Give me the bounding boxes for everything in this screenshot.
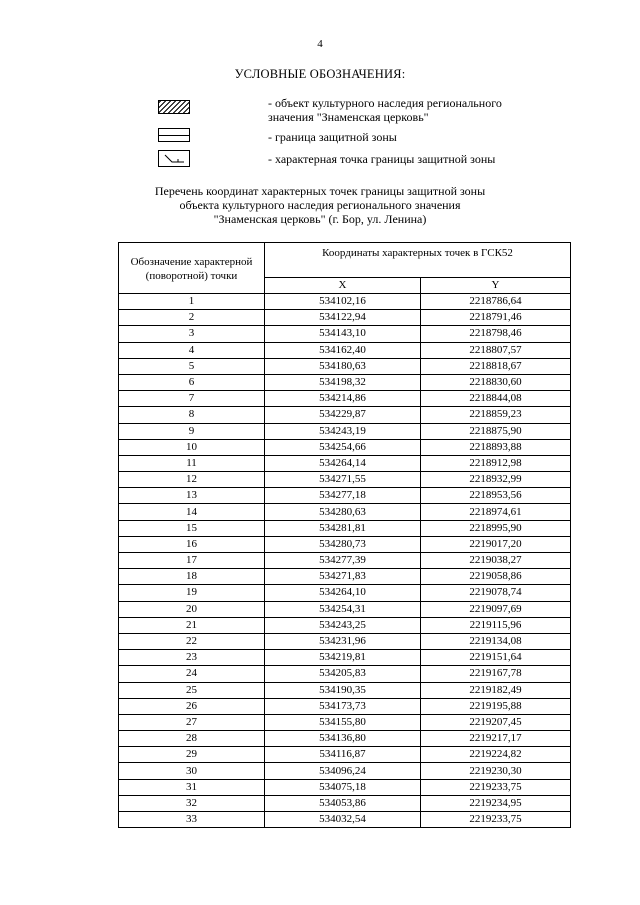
y-coordinate-cell: 2218974,61 bbox=[421, 504, 571, 520]
characteristic-point-icon bbox=[158, 150, 190, 167]
x-coordinate-cell: 534254,31 bbox=[265, 601, 421, 617]
table-row bbox=[119, 520, 571, 536]
point-number-cell: 18 bbox=[119, 569, 265, 585]
point-number-cell: 8 bbox=[119, 407, 265, 423]
x-coordinate-cell: 534162,40 bbox=[265, 342, 421, 358]
header-x: X bbox=[265, 278, 421, 294]
point-number-cell: 13 bbox=[119, 488, 265, 504]
y-coordinate-cell: 2218859,23 bbox=[421, 407, 571, 423]
boundary-line-icon bbox=[158, 128, 190, 142]
table-row bbox=[119, 650, 571, 666]
table-row bbox=[119, 812, 571, 828]
x-coordinate-cell: 534096,24 bbox=[265, 763, 421, 779]
table-row bbox=[119, 358, 571, 374]
y-coordinate-cell: 2219217,17 bbox=[421, 731, 571, 747]
y-coordinate-cell: 2218807,57 bbox=[421, 342, 571, 358]
table-row bbox=[119, 682, 571, 698]
table-row bbox=[119, 472, 571, 488]
x-coordinate-cell: 534143,10 bbox=[265, 326, 421, 342]
table-row bbox=[119, 504, 571, 520]
point-number-cell: 2 bbox=[119, 310, 265, 326]
x-coordinate-cell: 534231,96 bbox=[265, 633, 421, 649]
legend-item-boundary: - граница защитной зоны bbox=[268, 130, 397, 144]
x-coordinate-cell: 534032,54 bbox=[265, 812, 421, 828]
point-number-cell: 16 bbox=[119, 536, 265, 552]
point-number-cell: 24 bbox=[119, 666, 265, 682]
point-number-cell: 4 bbox=[119, 342, 265, 358]
y-coordinate-cell: 2219224,82 bbox=[421, 747, 571, 763]
point-number-cell: 1 bbox=[119, 294, 265, 310]
y-coordinate-cell: 2219097,69 bbox=[421, 601, 571, 617]
point-number-cell: 19 bbox=[119, 585, 265, 601]
x-coordinate-cell: 534264,10 bbox=[265, 585, 421, 601]
table-row bbox=[119, 391, 571, 407]
x-coordinate-cell: 534205,83 bbox=[265, 666, 421, 682]
header-point-designation: Обозначение характерной (поворотной) точки bbox=[119, 243, 265, 294]
table-row bbox=[119, 795, 571, 811]
x-coordinate-cell: 534280,63 bbox=[265, 504, 421, 520]
table-row bbox=[119, 714, 571, 730]
x-coordinate-cell: 534243,25 bbox=[265, 617, 421, 633]
table-row bbox=[119, 553, 571, 569]
table-row bbox=[119, 617, 571, 633]
x-coordinate-cell: 534271,83 bbox=[265, 569, 421, 585]
x-coordinate-cell: 534122,94 bbox=[265, 310, 421, 326]
point-number-cell: 17 bbox=[119, 553, 265, 569]
x-coordinate-cell: 534243,19 bbox=[265, 423, 421, 439]
point-number-cell: 31 bbox=[119, 779, 265, 795]
y-coordinate-cell: 2219017,20 bbox=[421, 536, 571, 552]
y-coordinate-cell: 2219233,75 bbox=[421, 812, 571, 828]
point-number-cell: 32 bbox=[119, 795, 265, 811]
y-coordinate-cell: 2219182,49 bbox=[421, 682, 571, 698]
y-coordinate-cell: 2219233,75 bbox=[421, 779, 571, 795]
legend-item-point: - характерная точка границы защитной зоны bbox=[268, 152, 496, 166]
y-coordinate-cell: 2219115,96 bbox=[421, 617, 571, 633]
y-coordinate-cell: 2219058,86 bbox=[421, 569, 571, 585]
x-coordinate-cell: 534053,86 bbox=[265, 795, 421, 811]
x-coordinate-cell: 534075,18 bbox=[265, 779, 421, 795]
caption-line1: Перечень координат характерных точек границы защитной зоны bbox=[154, 184, 486, 198]
y-coordinate-cell: 2218844,08 bbox=[421, 391, 571, 407]
y-coordinate-cell: 2219134,08 bbox=[421, 633, 571, 649]
y-coordinate-cell: 2219078,74 bbox=[421, 585, 571, 601]
y-coordinate-cell: 2218830,60 bbox=[421, 374, 571, 390]
point-number-cell: 9 bbox=[119, 423, 265, 439]
point-number-cell: 23 bbox=[119, 650, 265, 666]
point-number-cell: 3 bbox=[119, 326, 265, 342]
table-row bbox=[119, 763, 571, 779]
table-row bbox=[119, 326, 571, 342]
legend-item-text-line2: значения "Знаменская церковь" bbox=[268, 110, 429, 124]
x-coordinate-cell: 534190,35 bbox=[265, 682, 421, 698]
point-number-cell: 25 bbox=[119, 682, 265, 698]
x-coordinate-cell: 534102,16 bbox=[265, 294, 421, 310]
x-coordinate-cell: 534219,81 bbox=[265, 650, 421, 666]
point-number-cell: 22 bbox=[119, 633, 265, 649]
caption-line3: "Знаменская церковь" (г. Бор, ул. Ленина) bbox=[213, 212, 427, 226]
table-row bbox=[119, 731, 571, 747]
table-row bbox=[119, 747, 571, 763]
coordinates-table bbox=[118, 242, 571, 828]
table-row bbox=[119, 294, 571, 310]
x-coordinate-cell: 534264,14 bbox=[265, 455, 421, 471]
y-coordinate-cell: 2218786,64 bbox=[421, 294, 571, 310]
y-coordinate-cell: 2218932,99 bbox=[421, 472, 571, 488]
point-number-cell: 26 bbox=[119, 698, 265, 714]
y-coordinate-cell: 2218875,90 bbox=[421, 423, 571, 439]
x-coordinate-cell: 534214,86 bbox=[265, 391, 421, 407]
point-number-cell: 20 bbox=[119, 601, 265, 617]
point-number-cell: 27 bbox=[119, 714, 265, 730]
table-row bbox=[119, 601, 571, 617]
point-number-cell: 30 bbox=[119, 763, 265, 779]
x-coordinate-cell: 534155,80 bbox=[265, 714, 421, 730]
y-coordinate-cell: 2218912,98 bbox=[421, 455, 571, 471]
point-number-cell: 6 bbox=[119, 374, 265, 390]
x-coordinate-cell: 534180,63 bbox=[265, 358, 421, 374]
y-coordinate-cell: 2218798,46 bbox=[421, 326, 571, 342]
legend-title: УСЛОВНЫЕ ОБОЗНАЧЕНИЯ: bbox=[234, 67, 406, 81]
table-row bbox=[119, 374, 571, 390]
point-number-cell: 10 bbox=[119, 439, 265, 455]
point-number-cell: 7 bbox=[119, 391, 265, 407]
x-coordinate-cell: 534173,73 bbox=[265, 698, 421, 714]
point-number-cell: 29 bbox=[119, 747, 265, 763]
x-coordinate-cell: 534198,32 bbox=[265, 374, 421, 390]
y-coordinate-cell: 2218953,56 bbox=[421, 488, 571, 504]
point-number-cell: 15 bbox=[119, 520, 265, 536]
hatched-rectangle-icon bbox=[158, 100, 190, 114]
header-y: Y bbox=[421, 278, 571, 294]
x-coordinate-cell: 534229,87 bbox=[265, 407, 421, 423]
x-coordinate-cell: 534116,87 bbox=[265, 747, 421, 763]
y-coordinate-cell: 2219230,30 bbox=[421, 763, 571, 779]
y-coordinate-cell: 2218818,67 bbox=[421, 358, 571, 374]
table-caption bbox=[0, 184, 640, 226]
x-coordinate-cell: 534280,73 bbox=[265, 536, 421, 552]
x-coordinate-cell: 534136,80 bbox=[265, 731, 421, 747]
y-coordinate-cell: 2218893,88 bbox=[421, 439, 571, 455]
table-row bbox=[119, 488, 571, 504]
table-row bbox=[119, 633, 571, 649]
table-row bbox=[119, 569, 571, 585]
table-row bbox=[119, 407, 571, 423]
y-coordinate-cell: 2218995,90 bbox=[421, 520, 571, 536]
point-number-cell: 5 bbox=[119, 358, 265, 374]
caption-line2: объекта культурного наследия регионального значения bbox=[179, 198, 461, 212]
point-number-cell: 12 bbox=[119, 472, 265, 488]
table-row bbox=[119, 585, 571, 601]
legend-item-heritage-object bbox=[268, 96, 548, 124]
table-row bbox=[119, 779, 571, 795]
y-coordinate-cell: 2219234,95 bbox=[421, 795, 571, 811]
y-coordinate-cell: 2218791,46 bbox=[421, 310, 571, 326]
y-coordinate-cell: 2219151,64 bbox=[421, 650, 571, 666]
point-number-cell: 14 bbox=[119, 504, 265, 520]
page-number: 4 bbox=[317, 38, 323, 50]
header-coordinates: Координаты характерных точек в ГСК52 bbox=[265, 243, 571, 278]
x-coordinate-cell: 534254,66 bbox=[265, 439, 421, 455]
table-row bbox=[119, 666, 571, 682]
y-coordinate-cell: 2219167,78 bbox=[421, 666, 571, 682]
y-coordinate-cell: 2219207,45 bbox=[421, 714, 571, 730]
y-coordinate-cell: 2219038,27 bbox=[421, 553, 571, 569]
table-row bbox=[119, 342, 571, 358]
point-number-cell: 21 bbox=[119, 617, 265, 633]
x-coordinate-cell: 534271,55 bbox=[265, 472, 421, 488]
point-number-cell: 11 bbox=[119, 455, 265, 471]
point-number-cell: 33 bbox=[119, 812, 265, 828]
table-row bbox=[119, 423, 571, 439]
y-coordinate-cell: 2219195,88 bbox=[421, 698, 571, 714]
x-coordinate-cell: 534281,81 bbox=[265, 520, 421, 536]
table-row bbox=[119, 698, 571, 714]
table-row bbox=[119, 310, 571, 326]
x-coordinate-cell: 534277,18 bbox=[265, 488, 421, 504]
table-row bbox=[119, 439, 571, 455]
x-coordinate-cell: 534277,39 bbox=[265, 553, 421, 569]
table-row bbox=[119, 536, 571, 552]
legend-item-text-line1: - объект культурного наследия регионального bbox=[268, 96, 502, 110]
table-row bbox=[119, 455, 571, 471]
point-number-cell: 28 bbox=[119, 731, 265, 747]
